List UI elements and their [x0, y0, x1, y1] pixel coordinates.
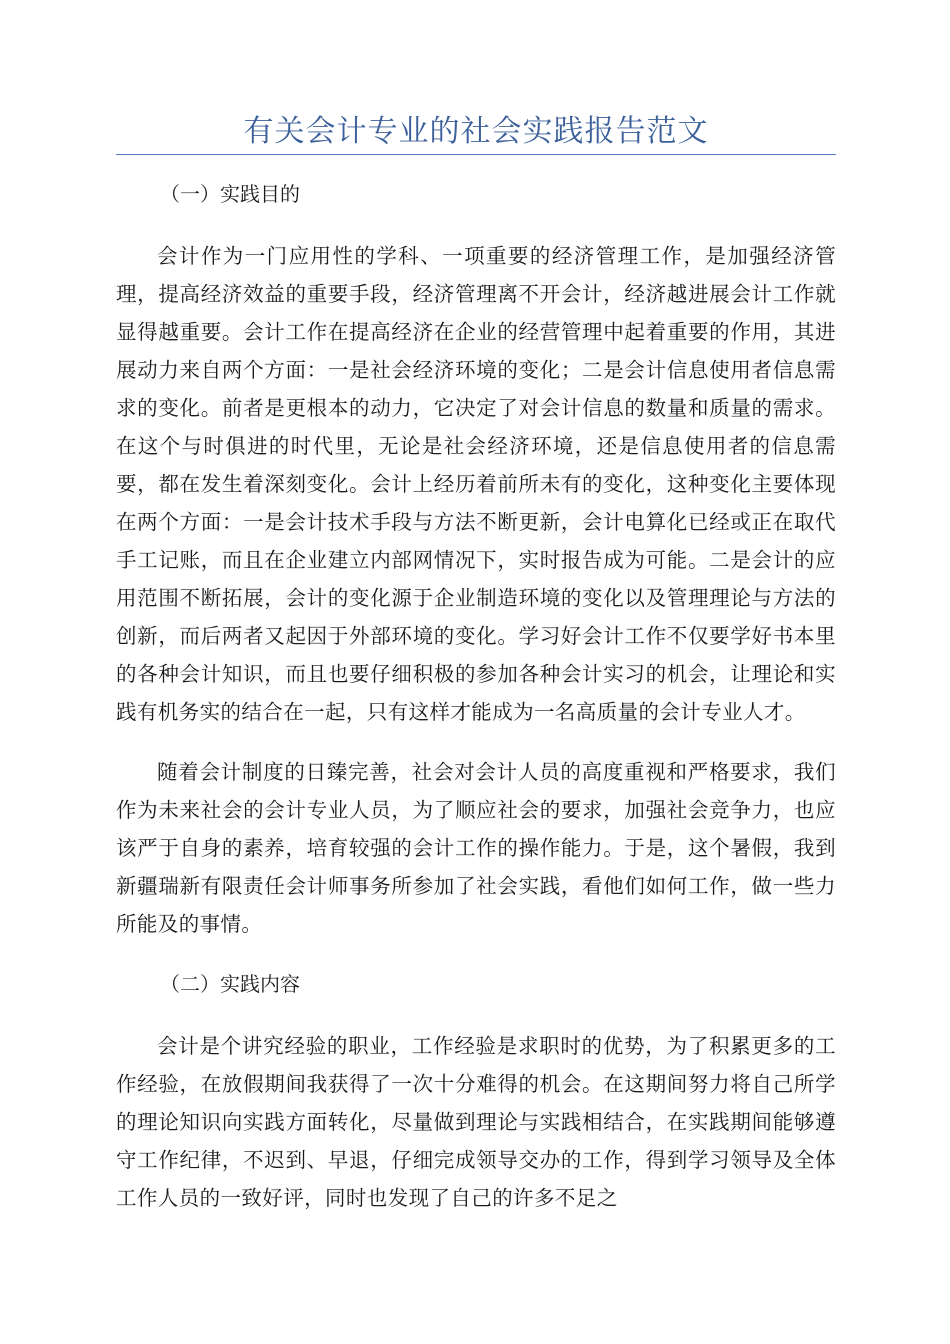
section-heading-content: （二）实践内容 — [160, 972, 300, 996]
paragraph-purpose-1: 会计作为一门应用性的学科、一项重要的经济管理工作，是加强经济管理，提高经济效益的重要手段，经济管理离不开会计，经济越进展会计工作就显得越重要。会计工作在提高经济在企业的经营管理中起着重要的作用，其进展动力来自两个方面：一是社会经济环境的变化；二是会计信息使用者信息需求的变化。前者是更根本的动力，它决定了对会计信息的数量和质量的需求。在这个与时俱进的时代里，无论是社会经济环境，还是信息使用者的信息需要，都在发生着深刻变化。会计上经历着前所未有的变化，这种变化主要体现在两个方面：一是会计技术手段与方法不断更新，会计电算化已经或正在取代手工记账，而且在企业建立内部网情况下，实时报告成为可能。二是会计的应用范围不断拓展，会计的变化源于企业制造环境的变化以及管理理论与方法的创新，而后两者又起因于外部环境的变化。学习好会计工作不仅要学好书本里的各种会计知识，而且也要仔细积极的参加各种会计实习的机会，让理论和实践有机务实的结合在一起，只有这样才能成为一名高质量的会计专业人才。 — [116, 244, 836, 724]
document-body — [116, 175, 836, 1239]
paragraph-content-1: 会计是个讲究经验的职业，工作经验是求职时的优势，为了积累更多的工作经验，在放假期间我获得了一次十分难得的机会。在这期间努力将自己所学的理论知识向实践方面转化，尽量做到理论与实践相结合，在实践期间能够遵守工作纪律，不迟到、早退，仔细完成领导交办的工作，得到学习领导及全体工作人员的一致好评，同时也发现了自己的许多不足之 — [116, 1034, 836, 1210]
document-title: 有关会计专业的社会实践报告范文 — [243, 114, 709, 149]
paragraph-purpose-2: 随着会计制度的日臻完善，社会对会计人员的高度重视和严格要求，我们作为未来社会的会计专业人员，为了顺应社会的要求，加强社会竞争力，也应该严于自身的素养，培育较强的会计工作的操作能力。于是，这个暑假，我到新疆瑞新有限责任会计师事务所参加了社会实践，看他们如何工作，做一些力所能及的事情。 — [116, 760, 836, 936]
section-heading-purpose: （一）实践目的 — [160, 182, 300, 206]
title-underline-divider — [116, 154, 836, 155]
